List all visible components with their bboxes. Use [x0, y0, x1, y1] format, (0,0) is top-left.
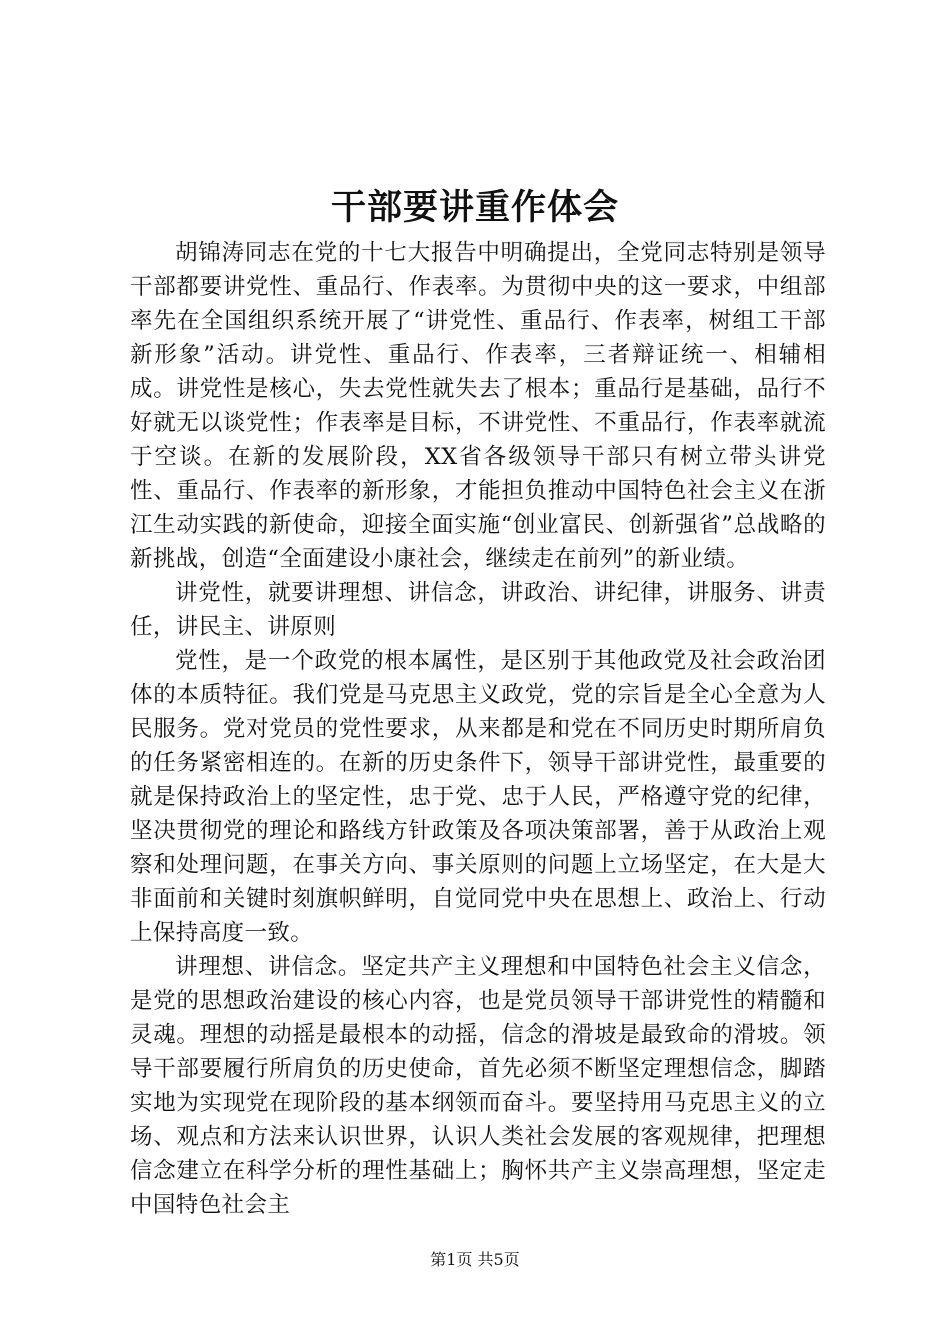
paragraph-ideals-beliefs: 讲理想、讲信念。坚定共产主义理想和中国特色社会主义信念，是党的思想政治建设的核心内容，也是党员领导干部讲党性的精髓和灵魂。理想的动摇是最根本的动摇，信念的滑坡是最致命的滑坡。领导干部要履行所肩负的历史使命，首先必须不断坚定理想信念，脚踏实地为实现党在现阶段的基本纲领而奋斗。要坚持用马克思主义的立场、观点和方法来认识世界，认识人类社会发展的客观规律，把理想信念建立在科学分析的理性基础上；胸怀共产主义崇高理想，坚定走中国特色社会主 — [130, 954, 826, 1218]
paragraph-party-spirit-heading: 讲党性，就要讲理想、讲信念，讲政治、讲纪律，讲服务、讲责任，讲民主、讲原则 — [130, 580, 826, 640]
page-number-footer: 第1页 共5页 — [430, 1250, 520, 1269]
paragraph-party-spirit: 党性，是一个政党的根本属性，是区别于其他政党及社会政治团体的本质特征。我们党是马克思主义政党，党的宗旨是全心全意为人民服务。党对党员的党性要求，从来都是和党在不同历史时期所肩负的任务紧密相连的。在新的历史条件下，领导干部讲党性，最重要的就是保持政治上的坚定性，忠于党、忠于人民，严格遵守党的纪律，坚决贯彻党的理论和路线方针政策及各项决策部署，善于从政治上观察和处理问题，在事关方向、事关原则的问题上立场坚定，在大是大非面前和关键时刻旗帜鲜明，自觉同党中央在思想上、政治上、行动上保持高度一致。 — [130, 648, 826, 946]
document-body — [130, 236, 826, 1222]
paragraph-intro: 胡锦涛同志在党的十七大报告中明确提出，全党同志特别是领导干部都要讲党性、重品行、作表率。为贯彻中央的这一要求，中组部率先在全国组织系统开展了“讲党性、重品行、作表率，树组工干部新形象”活动。讲党性、重品行、作表率，三者辩证统一、相辅相成。讲党性是核心，失去党性就失去了根本；重品行是基础，品行不好就无以谈党性；作表率是目标，不讲党性、不重品行，作表率就流于空谈。在新的发展阶段，XX省各级领导干部只有树立带头讲党性、重品行、作表率的新形象，才能担负推动中国特色社会主义在浙江生动实践的新使命，迎接全面实施“创业富民、创新强省”总战略的新挑战，创造“全面建设小康社会，继续走在前列”的新业绩。 — [130, 240, 826, 572]
document-title: 干部要讲重作体会 — [330, 188, 619, 228]
